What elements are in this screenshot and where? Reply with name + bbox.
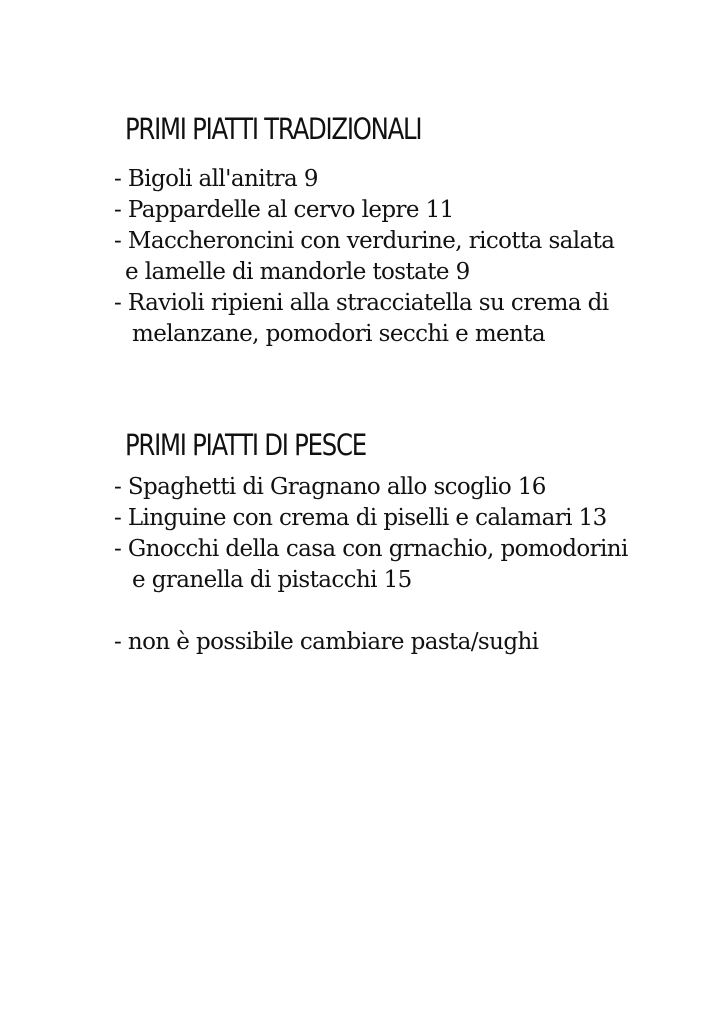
section-title-primi-pesce: PRIMI PIATTI DI PESCE bbox=[125, 428, 366, 462]
menu-note: - non è possibile cambiare pasta/sughi bbox=[114, 629, 539, 655]
section-title-primi-tradizionali: PRIMI PIATTI TRADIZIONALI bbox=[125, 112, 422, 146]
menu-item-spaghetti: - Spaghetti di Gragnano allo scoglio 16 bbox=[114, 474, 546, 500]
menu-item-gnocchi-continued: e granella di pistacchi 15 bbox=[132, 567, 412, 593]
menu-list-primi-pesce bbox=[114, 472, 704, 596]
menu-item-ravioli-continued: melanzane, pomodori secchi e menta bbox=[132, 321, 546, 347]
menu-item-maccheroncini: - Maccheroncini con verdurine, ricotta salata bbox=[114, 228, 615, 254]
menu-item-linguine: - Linguine con crema di piselli e calamari 13 bbox=[114, 505, 607, 531]
menu-item-gnocchi: - Gnocchi della casa con grnachio, pomodorini bbox=[114, 536, 628, 562]
menu-item-ravioli: - Ravioli ripieni alla stracciatella su crema di bbox=[114, 290, 609, 316]
menu-list-primi-tradizionali bbox=[114, 164, 704, 350]
menu-item-pappardelle: - Pappardelle al cervo lepre 11 bbox=[114, 197, 454, 223]
menu-item-maccheroncini-continued: e lamelle di mandorle tostate 9 bbox=[125, 259, 470, 285]
menu-item-bigoli: - Bigoli all'anitra 9 bbox=[114, 166, 318, 192]
